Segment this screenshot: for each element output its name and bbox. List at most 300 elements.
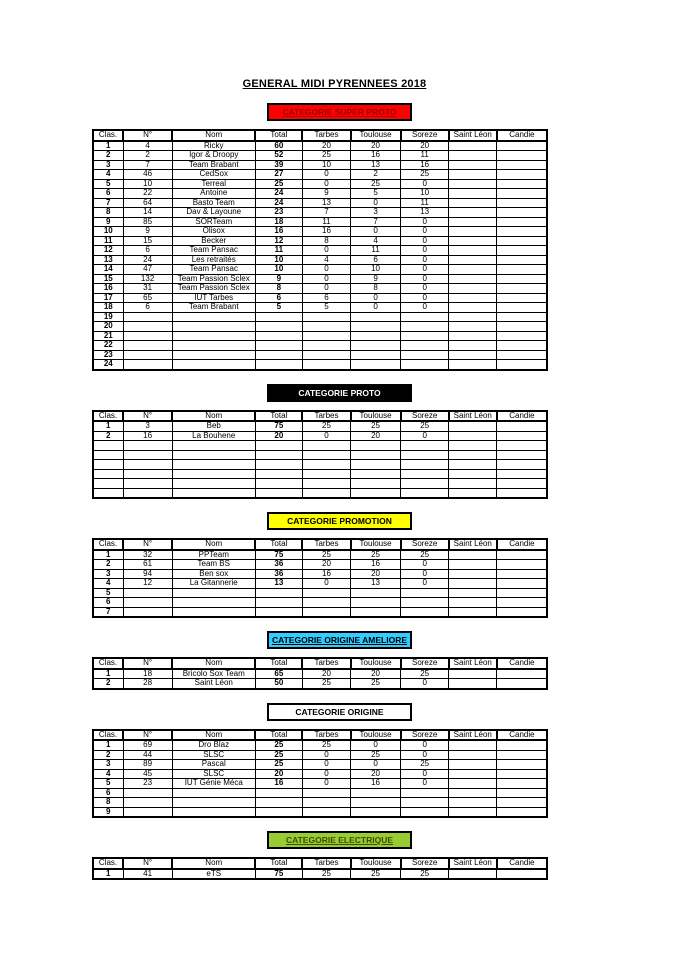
table-cell: 4 [93,769,123,779]
table-cell [497,284,547,294]
table-cell [401,469,449,479]
table-cell: 0 [401,750,449,760]
column-header: Toulouse [351,730,401,741]
table-cell [497,798,547,808]
table-cell [497,170,547,180]
table-cell: 20 [255,769,302,779]
table-cell [172,341,255,351]
table-cell: 18 [93,303,123,313]
table-cell [351,331,401,341]
table-cell [497,227,547,237]
column-header: Tarbes [302,658,350,669]
table-cell: 10 [351,265,401,275]
table-cell [449,740,497,750]
table-cell [497,217,547,227]
table-cell [497,255,547,265]
table-cell: 1 [93,141,123,151]
table-cell: 0 [401,265,449,275]
results-table-origine [92,729,548,819]
table-cell: 10 [123,179,172,189]
column-header: N° [123,539,172,550]
table-cell: 4 [302,255,350,265]
table-cell: 20 [302,141,350,151]
table-cell: 28 [123,679,172,689]
table-cell [123,788,172,798]
table-cell: 6 [93,189,123,199]
column-header: Clas. [93,730,123,741]
table-cell [449,679,497,689]
table-cell: 75 [255,550,302,560]
table-cell: 5 [351,189,401,199]
table-cell: 61 [123,560,172,570]
table-cell: 0 [302,750,350,760]
table-cell: 2 [93,431,123,441]
table-cell [497,431,547,441]
table-cell: 21 [93,331,123,341]
table-cell: 0 [401,217,449,227]
table-cell: 25 [302,869,350,880]
table-cell: 0 [351,303,401,313]
table-cell: 0 [302,779,350,789]
column-header: Soreze [401,130,449,141]
table-cell [449,341,497,351]
table-cell: Pascal [172,760,255,770]
table-cell [401,360,449,370]
table-cell [497,293,547,303]
table-cell [302,488,350,498]
table-cell: 27 [255,170,302,180]
column-header: Clas. [93,658,123,669]
section-banner-origine: CATEGORIE ORIGINE [267,703,412,721]
table-cell [351,469,401,479]
table-cell: 8 [255,284,302,294]
table-cell [497,312,547,322]
section-super-proto [0,103,679,371]
table-cell: 47 [123,265,172,275]
table-cell: 20 [351,769,401,779]
column-header: Candie [497,130,547,141]
table-cell: 14 [123,208,172,218]
table-cell: Basto Team [172,198,255,208]
table-cell: 13 [255,579,302,589]
table-cell: 23 [255,208,302,218]
table-cell [497,341,547,351]
table-cell [123,312,172,322]
table-cell: 6 [93,788,123,798]
section-origine-ameliore [0,631,679,690]
results-table-proto [92,410,548,500]
column-header: Saint Léon [449,658,497,669]
table-cell: 16 [302,569,350,579]
table-cell [497,236,547,246]
column-header: Tarbes [302,858,350,869]
table-cell: 25 [401,669,449,679]
table-cell: 25 [255,760,302,770]
table-cell: 2 [351,170,401,180]
table-cell: 0 [401,569,449,579]
table-cell: 69 [123,740,172,750]
table-cell [449,779,497,789]
table-row [93,236,547,246]
table-row [93,141,547,151]
table-cell: Becker [172,236,255,246]
table-cell: 2 [93,560,123,570]
table-cell [302,322,350,332]
column-header: Toulouse [351,130,401,141]
table-cell [172,460,255,470]
section-proto [0,384,679,500]
table-cell [255,312,302,322]
table-cell [401,312,449,322]
table-cell [255,588,302,598]
table-cell: 24 [93,360,123,370]
table-cell: 13 [93,255,123,265]
table-cell [497,488,547,498]
table-cell [351,322,401,332]
table-cell [449,312,497,322]
table-cell: 11 [93,236,123,246]
table-cell: 36 [255,569,302,579]
table-cell [449,460,497,470]
table-cell [302,588,350,598]
table-row [93,189,547,199]
table-cell: 16 [123,431,172,441]
section-banner-super-proto: CATEGORIE SUPER PROTO [267,103,412,121]
table-cell [255,469,302,479]
table-cell [401,788,449,798]
table-cell [302,360,350,370]
table-cell: 2 [93,679,123,689]
header-row [93,539,547,550]
table-cell: 9 [123,227,172,237]
table-cell: 20 [351,431,401,441]
table-row [93,569,547,579]
table-cell [93,488,123,498]
table-cell [497,460,547,470]
table-cell: 2 [93,750,123,760]
table-cell [123,469,172,479]
table-cell: 16 [93,284,123,294]
table-cell: 25 [302,151,350,161]
table-cell [302,788,350,798]
table-cell [255,350,302,360]
table-cell [302,607,350,617]
table-cell: 15 [123,236,172,246]
table-cell: IUT Tarbes [172,293,255,303]
table-cell [172,350,255,360]
table-cell: 0 [401,740,449,750]
table-row [93,255,547,265]
table-cell: Dro Blaz [172,740,255,750]
table-cell: 0 [401,227,449,237]
table-cell: 16 [351,151,401,161]
table-cell [401,479,449,489]
table-cell [449,441,497,451]
table-cell: Team Pansac [172,246,255,256]
table-cell: 25 [255,750,302,760]
column-header: Clas. [93,130,123,141]
table-cell [351,807,401,817]
table-cell: 13 [302,198,350,208]
table-cell [449,303,497,313]
table-cell [497,322,547,332]
table-cell: 18 [255,217,302,227]
header-row [93,658,547,669]
column-header: Saint Léon [449,858,497,869]
table-cell [497,208,547,218]
table-cell: 0 [401,769,449,779]
table-cell [93,450,123,460]
table-cell [123,360,172,370]
table-cell [449,579,497,589]
table-cell: 11 [302,217,350,227]
table-cell: 25 [401,421,449,431]
table-row [93,227,547,237]
table-cell [172,322,255,332]
table-cell: 25 [255,179,302,189]
table-cell [449,479,497,489]
table-cell: 10 [302,160,350,170]
table-cell [172,479,255,489]
table-row [93,284,547,294]
table-cell: 20 [302,560,350,570]
table-cell: 7 [302,208,350,218]
column-header: Clas. [93,411,123,422]
table-cell [302,598,350,608]
table-cell [497,569,547,579]
table-cell: 25 [302,740,350,750]
table-cell [497,588,547,598]
table-cell: 25 [351,869,401,880]
table-cell [449,322,497,332]
table-cell: 20 [302,669,350,679]
table-cell: 17 [93,293,123,303]
table-cell: 10 [255,255,302,265]
table-cell: 60 [255,141,302,151]
column-header: Candie [497,730,547,741]
table-cell: 1 [93,421,123,431]
table-cell [449,760,497,770]
table-cell [497,579,547,589]
column-header: N° [123,858,172,869]
table-cell: 25 [351,179,401,189]
table-cell: SLSC [172,769,255,779]
column-header: Tarbes [302,539,350,550]
table-cell [497,740,547,750]
table-cell: Team Brabant [172,160,255,170]
column-header: Total [255,658,302,669]
table-cell: 6 [302,293,350,303]
table-row [93,312,547,322]
table-cell [302,331,350,341]
table-cell [93,460,123,470]
table-cell [93,441,123,451]
table-row [93,750,547,760]
table-cell [172,588,255,598]
table-cell [449,198,497,208]
table-cell: 46 [123,170,172,180]
column-header: Saint Léon [449,730,497,741]
table-cell [449,179,497,189]
table-cell: 4 [93,170,123,180]
table-cell [497,760,547,770]
table-cell: 15 [93,274,123,284]
table-cell: 9 [351,274,401,284]
table-row [93,740,547,750]
table-cell: SLSC [172,750,255,760]
column-header: Toulouse [351,658,401,669]
table-cell: Beb [172,421,255,431]
table-cell: Team Pansac [172,265,255,275]
table-cell [351,788,401,798]
table-cell [497,769,547,779]
column-header: N° [123,411,172,422]
table-cell: 0 [302,284,350,294]
table-cell [449,421,497,431]
table-cell [255,360,302,370]
table-cell [449,160,497,170]
table-cell: 2 [123,151,172,161]
table-cell: 5 [302,303,350,313]
table-cell [351,798,401,808]
table-cell: 6 [123,246,172,256]
table-cell [302,479,350,489]
table-cell [449,669,497,679]
table-cell: 0 [302,769,350,779]
table-cell: 25 [401,760,449,770]
column-header: Soreze [401,658,449,669]
table-cell [497,265,547,275]
table-cell: 0 [351,740,401,750]
column-header: Saint Léon [449,411,497,422]
table-cell: 64 [123,198,172,208]
table-cell [497,303,547,313]
table-cell: CedSox [172,170,255,180]
table-row [93,246,547,256]
column-header: Tarbes [302,730,350,741]
table-cell: eTS [172,869,255,880]
table-cell [255,322,302,332]
table-cell [449,141,497,151]
table-cell [497,788,547,798]
table-row [93,360,547,370]
table-cell [497,450,547,460]
table-cell [449,488,497,498]
table-cell [401,331,449,341]
table-row [93,607,547,617]
table-cell [123,807,172,817]
table-cell: 22 [93,341,123,351]
table-cell [497,550,547,560]
table-cell [172,788,255,798]
table-cell: 0 [401,579,449,589]
table-cell [172,312,255,322]
table-cell [497,560,547,570]
column-header: Soreze [401,730,449,741]
table-cell: 25 [302,679,350,689]
column-header: N° [123,130,172,141]
table-cell [302,450,350,460]
table-cell [449,236,497,246]
table-cell [449,798,497,808]
table-row [93,598,547,608]
table-cell: 5 [255,303,302,313]
table-cell [401,441,449,451]
table-cell [123,588,172,598]
table-cell: 20 [255,431,302,441]
table-row [93,560,547,570]
table-cell: 9 [93,217,123,227]
table-cell [497,750,547,760]
table-cell [497,274,547,284]
table-cell: 1 [93,740,123,750]
results-table-super-proto [92,129,548,371]
table-cell: 20 [351,141,401,151]
table-cell [449,350,497,360]
table-cell: SORTeam [172,217,255,227]
table-cell: 7 [93,607,123,617]
table-cell [302,460,350,470]
table-cell [449,469,497,479]
table-cell: 0 [302,760,350,770]
results-table-origine-ameliore [92,657,548,690]
table-cell: 75 [255,421,302,431]
column-header: Candie [497,539,547,550]
table-cell [93,479,123,489]
column-header: Soreze [401,858,449,869]
table-cell [497,669,547,679]
table-cell: 24 [123,255,172,265]
column-header: Toulouse [351,411,401,422]
table-cell: 4 [123,141,172,151]
table-cell [497,350,547,360]
table-cell: 0 [401,293,449,303]
table-cell [401,350,449,360]
table-cell [123,488,172,498]
table-cell: 25 [351,421,401,431]
table-row [93,303,547,313]
table-cell: 11 [255,246,302,256]
table-cell [123,450,172,460]
table-cell: 0 [351,227,401,237]
table-cell [172,798,255,808]
table-cell [302,350,350,360]
table-cell: 20 [401,141,449,151]
sections-container [0,103,679,880]
table-cell [255,341,302,351]
table-cell: 0 [401,779,449,789]
table-cell [172,360,255,370]
table-cell [497,441,547,451]
table-cell [351,350,401,360]
table-cell: 65 [255,669,302,679]
section-origine [0,703,679,819]
header-row [93,130,547,141]
table-cell: 0 [401,246,449,256]
table-cell: 7 [123,160,172,170]
table-cell: Antoine [172,189,255,199]
table-row [93,588,547,598]
table-cell: 3 [123,421,172,431]
table-cell: 22 [123,189,172,199]
table-cell: 5 [93,179,123,189]
table-cell [401,807,449,817]
table-cell: 13 [401,208,449,218]
table-cell: 10 [401,189,449,199]
table-cell [497,421,547,431]
table-cell: 16 [351,560,401,570]
table-cell: 16 [351,779,401,789]
